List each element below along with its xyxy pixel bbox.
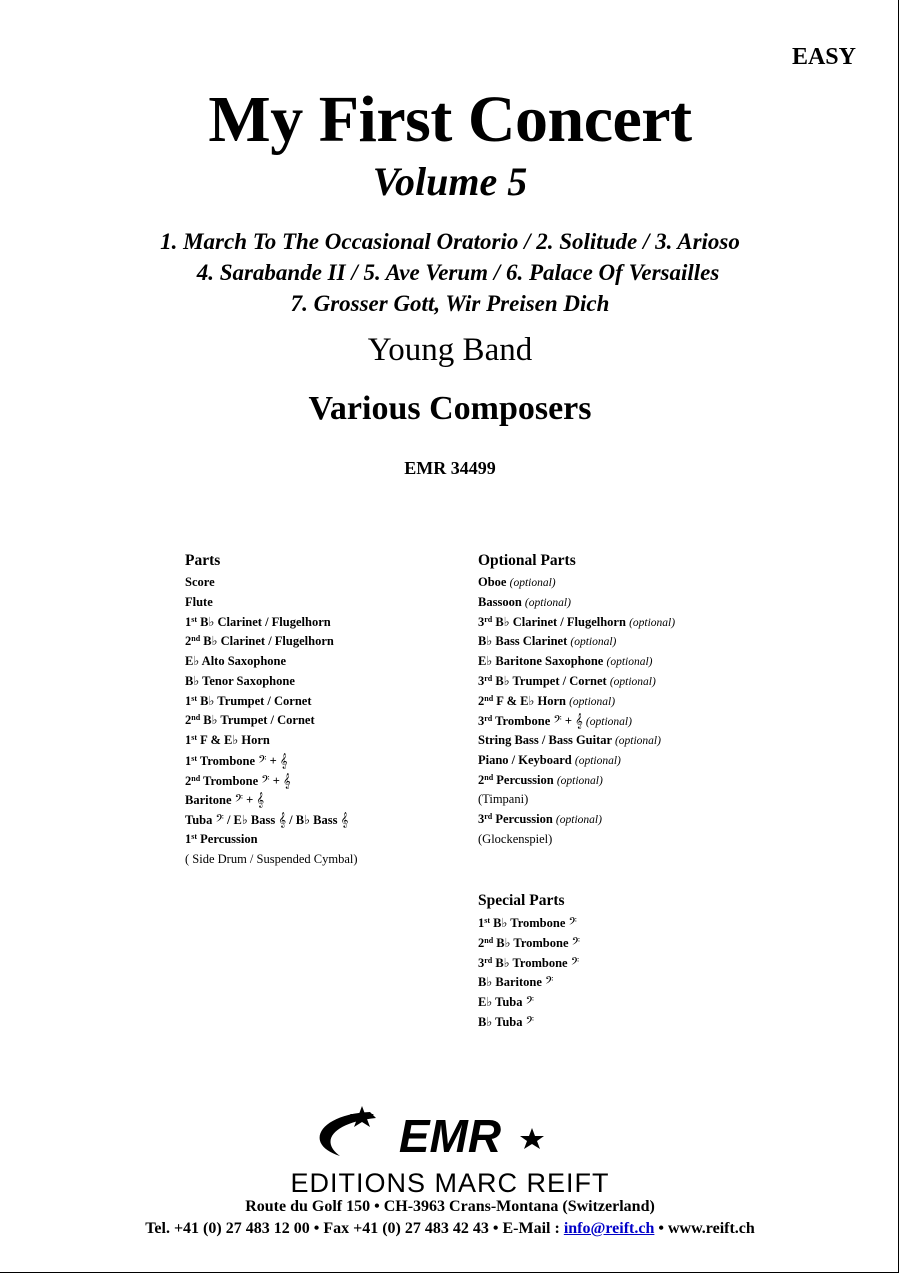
part-item: B♭ Tenor Saxophone (185, 673, 295, 688)
volume: Volume 5 (372, 159, 528, 204)
bullet-separator: • (313, 1220, 320, 1237)
website[interactable]: www.reift.ch (668, 1220, 755, 1237)
optional-part-item (478, 751, 675, 771)
optional-part-label: 3rd Trombone � + � (478, 713, 583, 729)
part-item: Tuba � / E♭ Bass � / B♭ Bass � (185, 812, 349, 827)
optional-part-label: Piano / Keyboard (478, 752, 572, 767)
optional-part-item (478, 632, 675, 652)
optional-tag: (optional) (509, 577, 556, 589)
optional-part-item (478, 692, 675, 712)
optional-tag: (optional) (606, 656, 653, 668)
part-item: Flute (185, 594, 213, 609)
email-label: E-Mail : (502, 1220, 560, 1237)
optional-tag: (optional) (524, 596, 571, 609)
optional-part-label: 2nd Percussion (478, 772, 554, 787)
optional-tag: (optional) (609, 675, 656, 688)
emr-logo (300, 1102, 600, 1166)
part-item: 1st Percussion (185, 831, 258, 846)
part-item: 1st B♭ Trumpet / Cornet (185, 693, 312, 708)
part-item: Baritone � + � (185, 792, 265, 808)
special-parts-heading: Special Parts (478, 892, 565, 909)
title: My First Concert (208, 83, 692, 156)
catalog-number: EMR 34499 (404, 458, 496, 478)
telephone: Tel. +41 (0) 27 483 12 00 (145, 1220, 310, 1237)
optional-tag: (optional) (555, 814, 602, 826)
special-parts-list (478, 889, 580, 1032)
piece-list (0, 226, 900, 319)
publisher-contact (0, 1220, 900, 1238)
optional-part-item (478, 613, 675, 633)
optional-part-label: 3rd Percussion (478, 812, 553, 826)
optional-part-item (478, 810, 675, 830)
part-item: E♭ Alto Saxophone (185, 654, 287, 668)
optional-part-item (478, 593, 675, 613)
piece-line: 7. Grosser Gott, Wir Preisen Dich (290, 291, 610, 316)
part-item: 2nd B♭ Clarinet / Flugelhorn (185, 634, 334, 649)
part-item: Score (185, 575, 215, 589)
bullet-separator: • (492, 1220, 499, 1237)
optional-tag: (optional) (556, 774, 603, 787)
optional-part-item (478, 652, 675, 672)
fax: Fax +41 (0) 27 483 42 43 (323, 1220, 489, 1237)
difficulty-label: EASY (791, 44, 856, 70)
parts-heading: Parts (185, 552, 221, 569)
optional-part-item (478, 573, 675, 593)
publisher-name: EDITIONS MARC REIFT (290, 1168, 610, 1198)
special-part-item: 1st B♭ Trombone � (478, 915, 577, 930)
publisher-address: Route du Golf 150 • CH-3963 Crans-Montana (Switzerland) (245, 1198, 655, 1215)
bullet-separator: • (658, 1220, 664, 1237)
ensemble: Young Band (367, 332, 533, 368)
optional-parts-heading: Optional Parts (478, 552, 576, 569)
optional-part-item (478, 711, 675, 731)
part-item: 1st F & E♭ Horn (185, 733, 270, 747)
optional-part-label: 2nd F & E♭ Horn (478, 693, 566, 708)
part-item: 2nd B♭ Trumpet / Cornet (185, 713, 315, 728)
special-part-item: 2nd B♭ Trombone � (478, 934, 580, 950)
optional-part-label: 3rd B♭ Trumpet / Cornet (478, 673, 607, 688)
special-part-item: B♭ Tuba � (478, 1013, 534, 1029)
part-item: 1st Trombone � + � (185, 752, 288, 768)
optional-part-label: Oboe (478, 575, 507, 589)
part-item: 2nd Trombone � + � (185, 772, 291, 788)
special-part-item: B♭ Baritone � (478, 974, 554, 990)
part-item-note: ( Side Drum / Suspended Cymbal) (185, 851, 358, 866)
email-link[interactable]: info@reift.ch (563, 1220, 655, 1237)
optional-part-label: 3rd B♭ Clarinet / Flugelhorn (478, 614, 626, 629)
optional-part-label: B♭ Bass Clarinet (478, 634, 568, 649)
logo-star-left (350, 1106, 374, 1127)
optional-tag: (optional) (585, 716, 632, 729)
special-part-item: 3rd B♭ Trombone � (478, 954, 580, 970)
parts-list (185, 549, 358, 869)
optional-parts-list (478, 549, 675, 850)
logo-star-right (520, 1128, 544, 1149)
optional-part-label: Bassoon (478, 594, 522, 609)
optional-tag: (optional) (574, 754, 621, 767)
special-part-item: E♭ Tuba � (478, 994, 534, 1009)
piece-line: 4. Sarabande II / 5. Ave Verum / 6. Palace Of Versailles (196, 260, 720, 285)
optional-part-note: (Glockenspiel) (478, 831, 553, 846)
optional-part-item (478, 672, 675, 692)
optional-part-note: (Timpani) (478, 792, 529, 807)
optional-tag: (optional) (569, 695, 616, 708)
optional-part-label: E♭ Baritone Saxophone (478, 654, 604, 668)
part-item: 1st B♭ Clarinet / Flugelhorn (185, 614, 331, 629)
logo-text: EMR (398, 1110, 502, 1162)
optional-tag: (optional) (614, 735, 661, 747)
optional-part-item (478, 731, 675, 751)
optional-tag: (optional) (629, 616, 676, 629)
optional-part-item (478, 771, 675, 791)
optional-tag: (optional) (570, 636, 617, 649)
composer: Various Composers (308, 390, 592, 427)
optional-part-label: String Bass / Bass Guitar (478, 733, 612, 747)
piece-line: 1. March To The Occasional Oratorio / 2. Solitude / 3. Arioso (160, 229, 740, 254)
